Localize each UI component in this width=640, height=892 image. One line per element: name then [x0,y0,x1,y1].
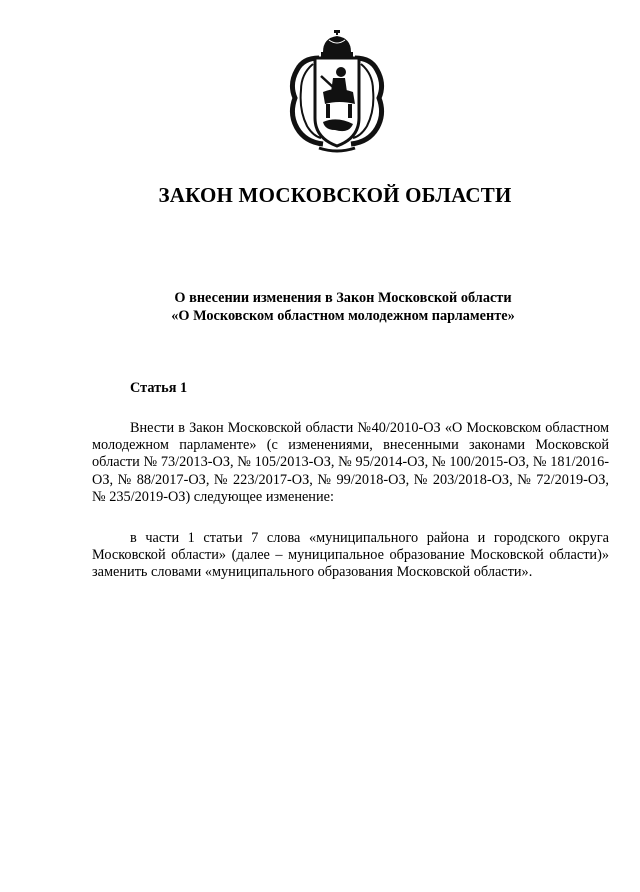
subtitle-line-1: О внесении изменения в Закон Московской области [174,290,512,306]
law-title: ЗАКОН МОСКОВСКОЙ ОБЛАСТИ [158,183,512,207]
article-paragraph-1: Внести в Закон Московской области №40/2010-ОЗ «О Московском областном молодежном парламенте» (с изменениями, внесенными законами Московской области № 73/2013-ОЗ, № 105/2013-ОЗ, № 95/2014-ОЗ, № 100/2015-ОЗ, № 181/2016-ОЗ, № 88/2017-ОЗ, № 223/2017-ОЗ, № 99/2018-ОЗ, № 203/2018-ОЗ, № 72/2019-ОЗ, № 235/2019-ОЗ) следующее изменение: [92,420,609,505]
subtitle-line-2: «О Московском областном молодежном парламенте» [171,308,515,324]
article-paragraph-2: в части 1 статьи 7 слова «муниципального района и городского округа Московской области» (далее – муниципальное образование Московской области)» заменить словами «муниципального образования Московской области». [92,530,609,581]
law-subtitle [0,289,640,325]
coat-of-arms-icon [283,30,391,156]
article-heading: Статья 1 [130,380,188,396]
